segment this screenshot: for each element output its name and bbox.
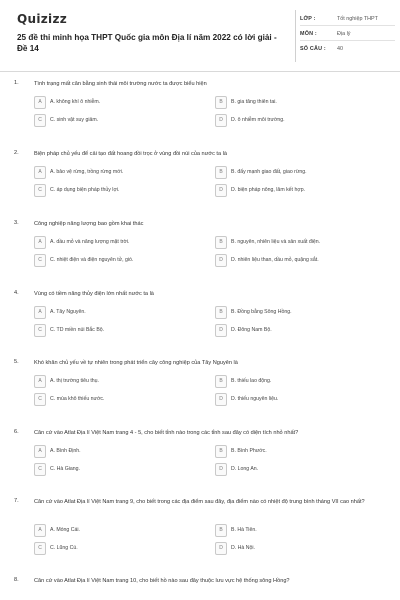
option-text: D. Đông Nam Bộ. xyxy=(231,327,272,333)
document-header xyxy=(0,0,400,72)
option-d[interactable] xyxy=(215,324,363,337)
option-letter-box: D xyxy=(215,114,227,127)
option-text: B. Đồng bằng Sông Hồng. xyxy=(231,309,292,315)
option-text: D. Long An. xyxy=(231,466,259,472)
option-text: A. dầu mỏ và năng lượng mặt trời. xyxy=(50,239,130,245)
question-text: Biện pháp chủ yếu để cải tạo đất hoang đồi trọc ở vùng đồi núi của nước ta là xyxy=(34,151,228,157)
option-letter-box: C xyxy=(34,463,46,476)
option-d[interactable] xyxy=(215,542,363,555)
option-b[interactable] xyxy=(215,166,363,179)
option-a[interactable] xyxy=(34,375,182,388)
option-d[interactable] xyxy=(215,393,363,406)
option-c[interactable] xyxy=(34,463,182,476)
question-number: 8. xyxy=(14,577,19,583)
option-a[interactable] xyxy=(34,524,182,537)
option-letter-box: B xyxy=(215,445,227,458)
option-b[interactable] xyxy=(215,306,363,319)
option-b[interactable] xyxy=(215,524,363,537)
question-number: 2. xyxy=(14,150,19,156)
meta-class-label: LỚP : xyxy=(300,16,316,22)
question-text: Căn cứ vào Atlat Địa lí Việt Nam trang 10, cho biết hồ nào sau đây thuộc lưu vực hệ thống sông Hồng? xyxy=(34,578,290,584)
option-letter-box: D xyxy=(215,324,227,337)
question-text: Căn cứ vào Atlat Địa lí Việt Nam trang 4 - 5, cho biết tỉnh nào trong các tỉnh sau đây có diện tích nhỏ nhất? xyxy=(34,430,299,436)
option-letter-box: D xyxy=(215,254,227,267)
document-title: 25 đề thi minh họa THPT Quốc gia môn Địa lí năm 2022 có lời giải - Đề 14 xyxy=(17,33,277,53)
question-number: 1. xyxy=(14,80,19,86)
option-text: C. TD miền núi Bắc Bộ. xyxy=(50,327,105,333)
option-b[interactable] xyxy=(215,236,363,249)
option-letter-box: A xyxy=(34,445,46,458)
option-c[interactable] xyxy=(34,254,182,267)
option-text: B. gia tăng thiên tai. xyxy=(231,99,277,105)
option-text: C. Hà Giang. xyxy=(50,466,80,472)
option-d[interactable] xyxy=(215,184,363,197)
option-letter-box: B xyxy=(215,236,227,249)
option-b[interactable] xyxy=(215,96,363,109)
option-a[interactable] xyxy=(34,166,182,179)
option-text: C. nhiệt điện và điện nguyên tử, gió. xyxy=(50,257,134,263)
option-a[interactable] xyxy=(34,236,182,249)
option-text: A. Bình Định. xyxy=(50,448,81,454)
option-text: C. mùa khô thiếu nước. xyxy=(50,396,105,402)
meta-divider xyxy=(300,25,395,26)
option-text: A. thị trường tiêu thụ. xyxy=(50,378,99,384)
option-letter-box: A xyxy=(34,96,46,109)
option-letter-box: B xyxy=(215,524,227,537)
meta-count-value: 40 xyxy=(337,46,343,52)
option-c[interactable] xyxy=(34,114,182,127)
option-text: C. sinh vật suy giảm. xyxy=(50,117,99,123)
question-text: Công nghiệp năng lượng bao gồm khai thác xyxy=(34,221,144,227)
question-text: Tình trạng mất cân bằng sinh thái môi trường nước ta được biểu hiện xyxy=(34,81,207,87)
option-letter-box: D xyxy=(215,542,227,555)
option-text: C. áp dụng biện pháp thủy lợi. xyxy=(50,187,120,193)
option-letter-box: A xyxy=(34,236,46,249)
option-text: A. Móng Cái. xyxy=(50,527,80,533)
question-number: 3. xyxy=(14,220,19,226)
option-letter-box: A xyxy=(34,166,46,179)
option-text: B. thiếu lao động. xyxy=(231,378,272,384)
option-d[interactable] xyxy=(215,254,363,267)
option-c[interactable] xyxy=(34,184,182,197)
option-text: A. bảo vệ rừng, trồng rừng mới. xyxy=(50,169,124,175)
option-letter-box: D xyxy=(215,184,227,197)
option-text: A. Tây Nguyên. xyxy=(50,309,86,315)
option-letter-box: B xyxy=(215,375,227,388)
question-number: 5. xyxy=(14,359,19,365)
meta-class-value: Tốt nghiệp THPT xyxy=(337,16,378,22)
option-letter-box: D xyxy=(215,463,227,476)
meta-subject-label: MÔN : xyxy=(300,31,317,37)
question-number: 4. xyxy=(14,290,19,296)
option-text: D. thiếu nguyên liệu. xyxy=(231,396,279,402)
question-number: 7. xyxy=(14,498,19,504)
option-letter-box: A xyxy=(34,375,46,388)
option-text: C. Lũng Cú. xyxy=(50,545,78,551)
option-text: D. ô nhiễm môi trường. xyxy=(231,117,285,123)
option-text: B. Bình Phước. xyxy=(231,448,267,454)
option-text: D. Hà Nội. xyxy=(231,545,255,551)
option-a[interactable] xyxy=(34,96,182,109)
option-a[interactable] xyxy=(34,306,182,319)
option-letter-box: C xyxy=(34,542,46,555)
option-d[interactable] xyxy=(215,114,363,127)
option-letter-box: C xyxy=(34,254,46,267)
option-text: B. nguyên, nhiên liệu và sản xuất điện. xyxy=(231,239,321,245)
option-letter-box: C xyxy=(34,114,46,127)
option-a[interactable] xyxy=(34,445,182,458)
option-letter-box: C xyxy=(34,184,46,197)
meta-divider xyxy=(300,40,395,41)
question-text: Vùng có tiềm năng thủy điện lớn nhất nước ta là xyxy=(34,291,154,297)
option-text: D. nhiên liệu than, dầu mỏ, quặng sắt. xyxy=(231,257,319,263)
option-text: A. không khí ô nhiễm. xyxy=(50,99,101,105)
meta-count-label: SỐ CÂU : xyxy=(300,46,326,52)
option-letter-box: B xyxy=(215,166,227,179)
option-letter-box: B xyxy=(215,96,227,109)
option-text: B. Hà Tiên. xyxy=(231,527,257,533)
option-c[interactable] xyxy=(34,542,182,555)
option-letter-box: C xyxy=(34,324,46,337)
option-letter-box: C xyxy=(34,393,46,406)
option-text: D. biện pháp nông, lâm kết hợp. xyxy=(231,187,306,193)
option-d[interactable] xyxy=(215,463,363,476)
option-text: B. đẩy mạnh giao đất, giao rừng. xyxy=(231,169,307,175)
question-number: 6. xyxy=(14,429,19,435)
option-c[interactable] xyxy=(34,324,182,337)
option-letter-box: A xyxy=(34,524,46,537)
meta-subject-value: Địa lý xyxy=(337,31,351,37)
option-letter-box: B xyxy=(215,306,227,319)
option-b[interactable] xyxy=(215,375,363,388)
question-text: Khó khăn chủ yếu về tự nhiên trong phát triển cây công nghiệp của Tây Nguyên là xyxy=(34,360,238,366)
header-divider xyxy=(295,10,296,62)
option-b[interactable] xyxy=(215,445,363,458)
option-c[interactable] xyxy=(34,393,182,406)
option-letter-box: A xyxy=(34,306,46,319)
option-letter-box: D xyxy=(215,393,227,406)
quizizz-logo: Quizizz xyxy=(17,12,68,26)
question-text: Căn cứ vào Atlat Địa lí Việt Nam trang 9, cho biết trong các địa điểm sau đây, địa điểm nào có nhiệt độ trung bình tháng VII cao nhất? xyxy=(34,499,365,505)
